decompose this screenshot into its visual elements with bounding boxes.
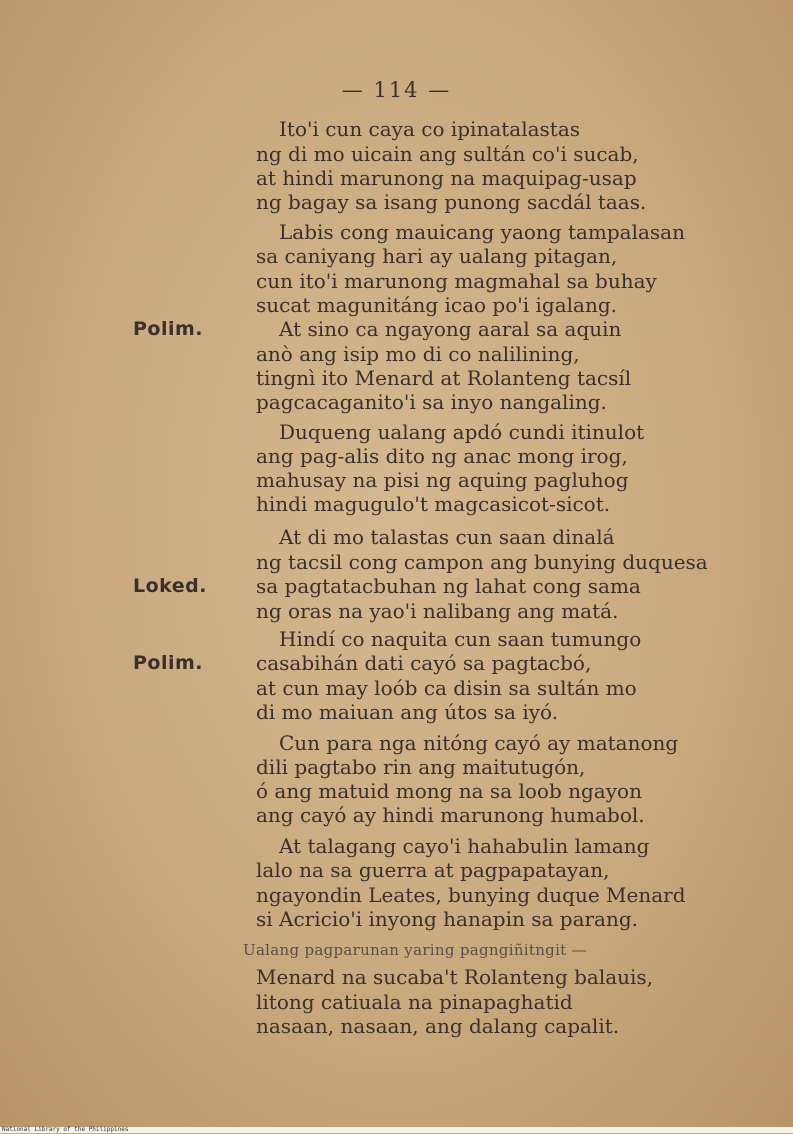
verse-line: tingnì ito Menard at Rolanteng tacsíl <box>256 366 632 390</box>
verse-line: Labis cong mauicang yaong tampalasan <box>279 220 685 244</box>
speaker-label: Polim. <box>133 652 204 674</box>
verse-line: At talagang cayo'i hahabulin lamang <box>279 834 650 858</box>
verse-line: si Acricio'i inyong hanapin sa parang. <box>256 907 639 931</box>
verse-line: ng bagay sa isang punong sacdál taas. <box>256 190 647 214</box>
verse-line: Menard na sucaba't Rolanteng balauis, <box>256 965 654 989</box>
verse-line: ang cayó ay hindi marunong humabol. <box>256 803 645 827</box>
verse-line: sucat magunitáng icao po'i igalang. <box>256 293 618 317</box>
library-footer <box>0 1127 793 1133</box>
verse-line: pagcacaganito'i sa inyo nangaling. <box>256 390 607 414</box>
verse-line: Ito'i cun caya co ipinatalastas <box>279 117 581 141</box>
verse-line: ang pag-alis dito ng anac mong irog, <box>256 444 628 468</box>
verse-line: At di mo talastas cun saan dinalá <box>279 525 615 549</box>
speaker-label: Polim. <box>133 318 204 340</box>
verse-line: Duqueng ualang apdó cundi itinulot <box>279 420 645 444</box>
verse-line: ng tacsil cong campon ang bunying duquesa <box>256 550 708 574</box>
speaker-label: Loked. <box>133 575 207 597</box>
verse-line: mahusay na pisi ng aquing pagluhog <box>256 468 629 492</box>
verse-line: casabihán dati cayó sa pagtacbó, <box>256 651 592 675</box>
verse-line: at hindi marunong na maquipag-usap <box>256 166 637 190</box>
verse-line: Hindí co naquita cun saan tumungo <box>279 627 642 651</box>
verse-line: at cun may loób ca disin sa sultán mo <box>256 676 637 700</box>
verse-line: sa caniyang hari ay ualang pitagan, <box>256 244 618 268</box>
small-note: Ualang pagparunan yaring pagngiñitngit — <box>243 941 587 959</box>
verse-line: ngayondin Leates, bunying duque Menard <box>256 883 686 907</box>
verse-line: nasaan, nasaan, ang dalang capalit. <box>256 1014 620 1038</box>
verse-line: hindi magugulo't magcasicot-sicot. <box>256 492 611 516</box>
verse-line: lalo na sa guerra at pagpapatayan, <box>256 858 610 882</box>
verse-line: ó ang matuid mong na sa loob ngayon <box>256 779 642 803</box>
verse-line: ng di mo uicain ang sultán co'i sucab, <box>256 142 639 166</box>
verse-line: cun ito'i marunong magmahal sa buhay <box>256 269 657 293</box>
footer-text: National Library of the Philippines <box>2 1126 129 1133</box>
verse-line: dili pagtabo rin ang maitutugón, <box>256 755 586 779</box>
verse-line: di mo maiuan ang útos sa iyó. <box>256 700 559 724</box>
verse-line: Cun para nga nitóng cayó ay matanong <box>279 731 679 755</box>
verse-line: sa pagtatacbuhan ng lahat cong sama <box>256 574 641 598</box>
verse-line: litong catiuala na pinapaghatid <box>256 990 573 1014</box>
verse-line: anò ang isip mo di co nalilining, <box>256 342 580 366</box>
verse-line: At sino ca ngayong aaral sa aquin <box>279 317 622 341</box>
page-number: — 114 — <box>341 78 452 102</box>
verse-line: ng oras na yao'i nalibang ang matá. <box>256 599 619 623</box>
